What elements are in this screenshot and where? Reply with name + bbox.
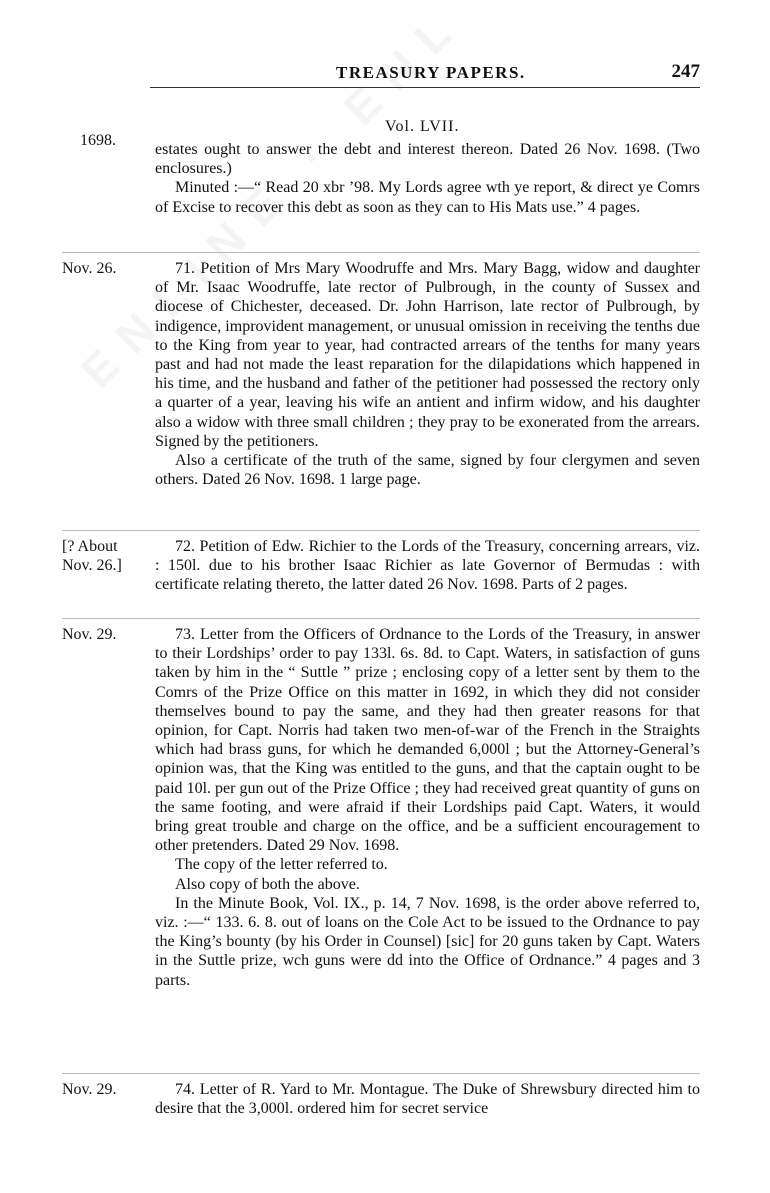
entry-divider (62, 252, 700, 253)
entry-paragraph: 73. Letter from the Officers of Ordnance to the Lords of the Treasury, in answer to their Lordships’ order to pay 133l. 6s. 8d. to Capt. Waters, in satisfaction of guns taken by him in the “ Suttle ” prize ; enclosing copy of a letter sent by them to the Comrs of the Prize Office on this matter in 1692, in which they did not consider themselves bound to pay the same, and they had then greater reasons for that opinion, for Capt. Norris had taken two men-of-war of the French in the Straights which had brass guns, for which he demanded 6,000l ; but the Attorney-General’s opinion was, that the King was entitled to the guns, and that the captain ought to be paid 10l. per gun out of the Prize Office ; they had received great quantity of guns on the same footing, and were afraid if their Lordships paid Capt. Waters, it would bring great trouble and charge on the office, and be a sufficient encouragement to other pretenders. Dated 29 Nov. 1698. (155, 626, 700, 855)
entry-72 (155, 537, 700, 595)
entry-divider (62, 1073, 700, 1074)
page-header-title: TREASURY PAPERS. (336, 63, 526, 82)
margin-date: Nov. 29. (62, 626, 117, 643)
entry-71 (155, 259, 700, 489)
margin-date: [? About Nov. 26.] (62, 538, 122, 575)
entry-paragraph: 71. Petition of Mrs Mary Woodruffe and Mrs. Mary Bagg, widow and daughter of Mr. Isaac Woodruffe, late rector of Pulbrough, in the county of Sussex and diocese of Chichester, deceased. Dr. John Harrison, late rector of Pulbrough, by indigence, improvident management, or unusual omission in receiving the tenths due to the King from year to year, had contracted arrears of the tenths for many years past and had not made the least reparation for the dilapidations which happened in his time, and the husband and father of the petitioner had possessed the rectory only a quarter of a year, leaving his wife an antient and infirm widow, and his daughter also a widow with three small children ; they pray to be exonerated from the arrears. Signed by the petitioners. (155, 260, 700, 450)
volume-heading: Vol. LVII. (385, 118, 460, 135)
running-head (150, 57, 700, 88)
margin-date: Nov. 29. (62, 1081, 117, 1098)
entry-paragraph: Minuted :—“ Read 20 xbr ’98. My Lords agree wth ye report, & direct ye Comrs of Excise to recover this debt as soon as they can to His Mats use.” 4 pages. (155, 179, 700, 216)
margin-date: Nov. 26. (62, 260, 117, 277)
entry-paragraph: estates ought to answer the debt and interest thereon. Dated 26 Nov. 1698. (Two enclosures.) (155, 141, 700, 178)
entry-paragraph: Also copy of both the above. (175, 875, 360, 893)
entry-74 (155, 1080, 700, 1118)
entry-divider (62, 618, 700, 619)
entry-paragraph: 74. Letter of R. Yard to Mr. Montague. The Duke of Shrewsbury directed him to desire that the 3,000l. ordered him for secret service (155, 1081, 700, 1118)
entry-divider (62, 530, 700, 531)
entry-paragraph: Also a certificate of the truth of the same, signed by four clergymen and seven others. Dated 26 Nov. 1698. 1 large page. (155, 452, 700, 489)
entry-paragraph: In the Minute Book, Vol. IX., p. 14, 7 Nov. 1698, is the order above referred to, viz. :—“ 133. 6. 8. out of loans on the Cole Act to be issued to the Ordnance to pay the King’s bounty (by his Order in Counsel) [sic] for 20 guns taken by Capt. Waters in the Suttle prize, wch guns were dd into the Office of Ordnance.” 4 pages and 3 parts. (155, 894, 700, 989)
entry-paragraph: 72. Petition of Edw. Richier to the Lords of the Treasury, concerning arrears, viz. : 150l. due to his brother Isaac Richier as late Governor of Bermudas : with certificate relating thereto, the latter dated 26 Nov. 1698. Parts of 2 pages. (155, 538, 700, 594)
page-number: 247 (671, 61, 700, 82)
entry-73 (155, 625, 700, 990)
entry-paragraph: The copy of the letter referred to. (175, 856, 388, 874)
margin-year: 1698. (80, 132, 116, 149)
entry-continuation (155, 140, 700, 217)
